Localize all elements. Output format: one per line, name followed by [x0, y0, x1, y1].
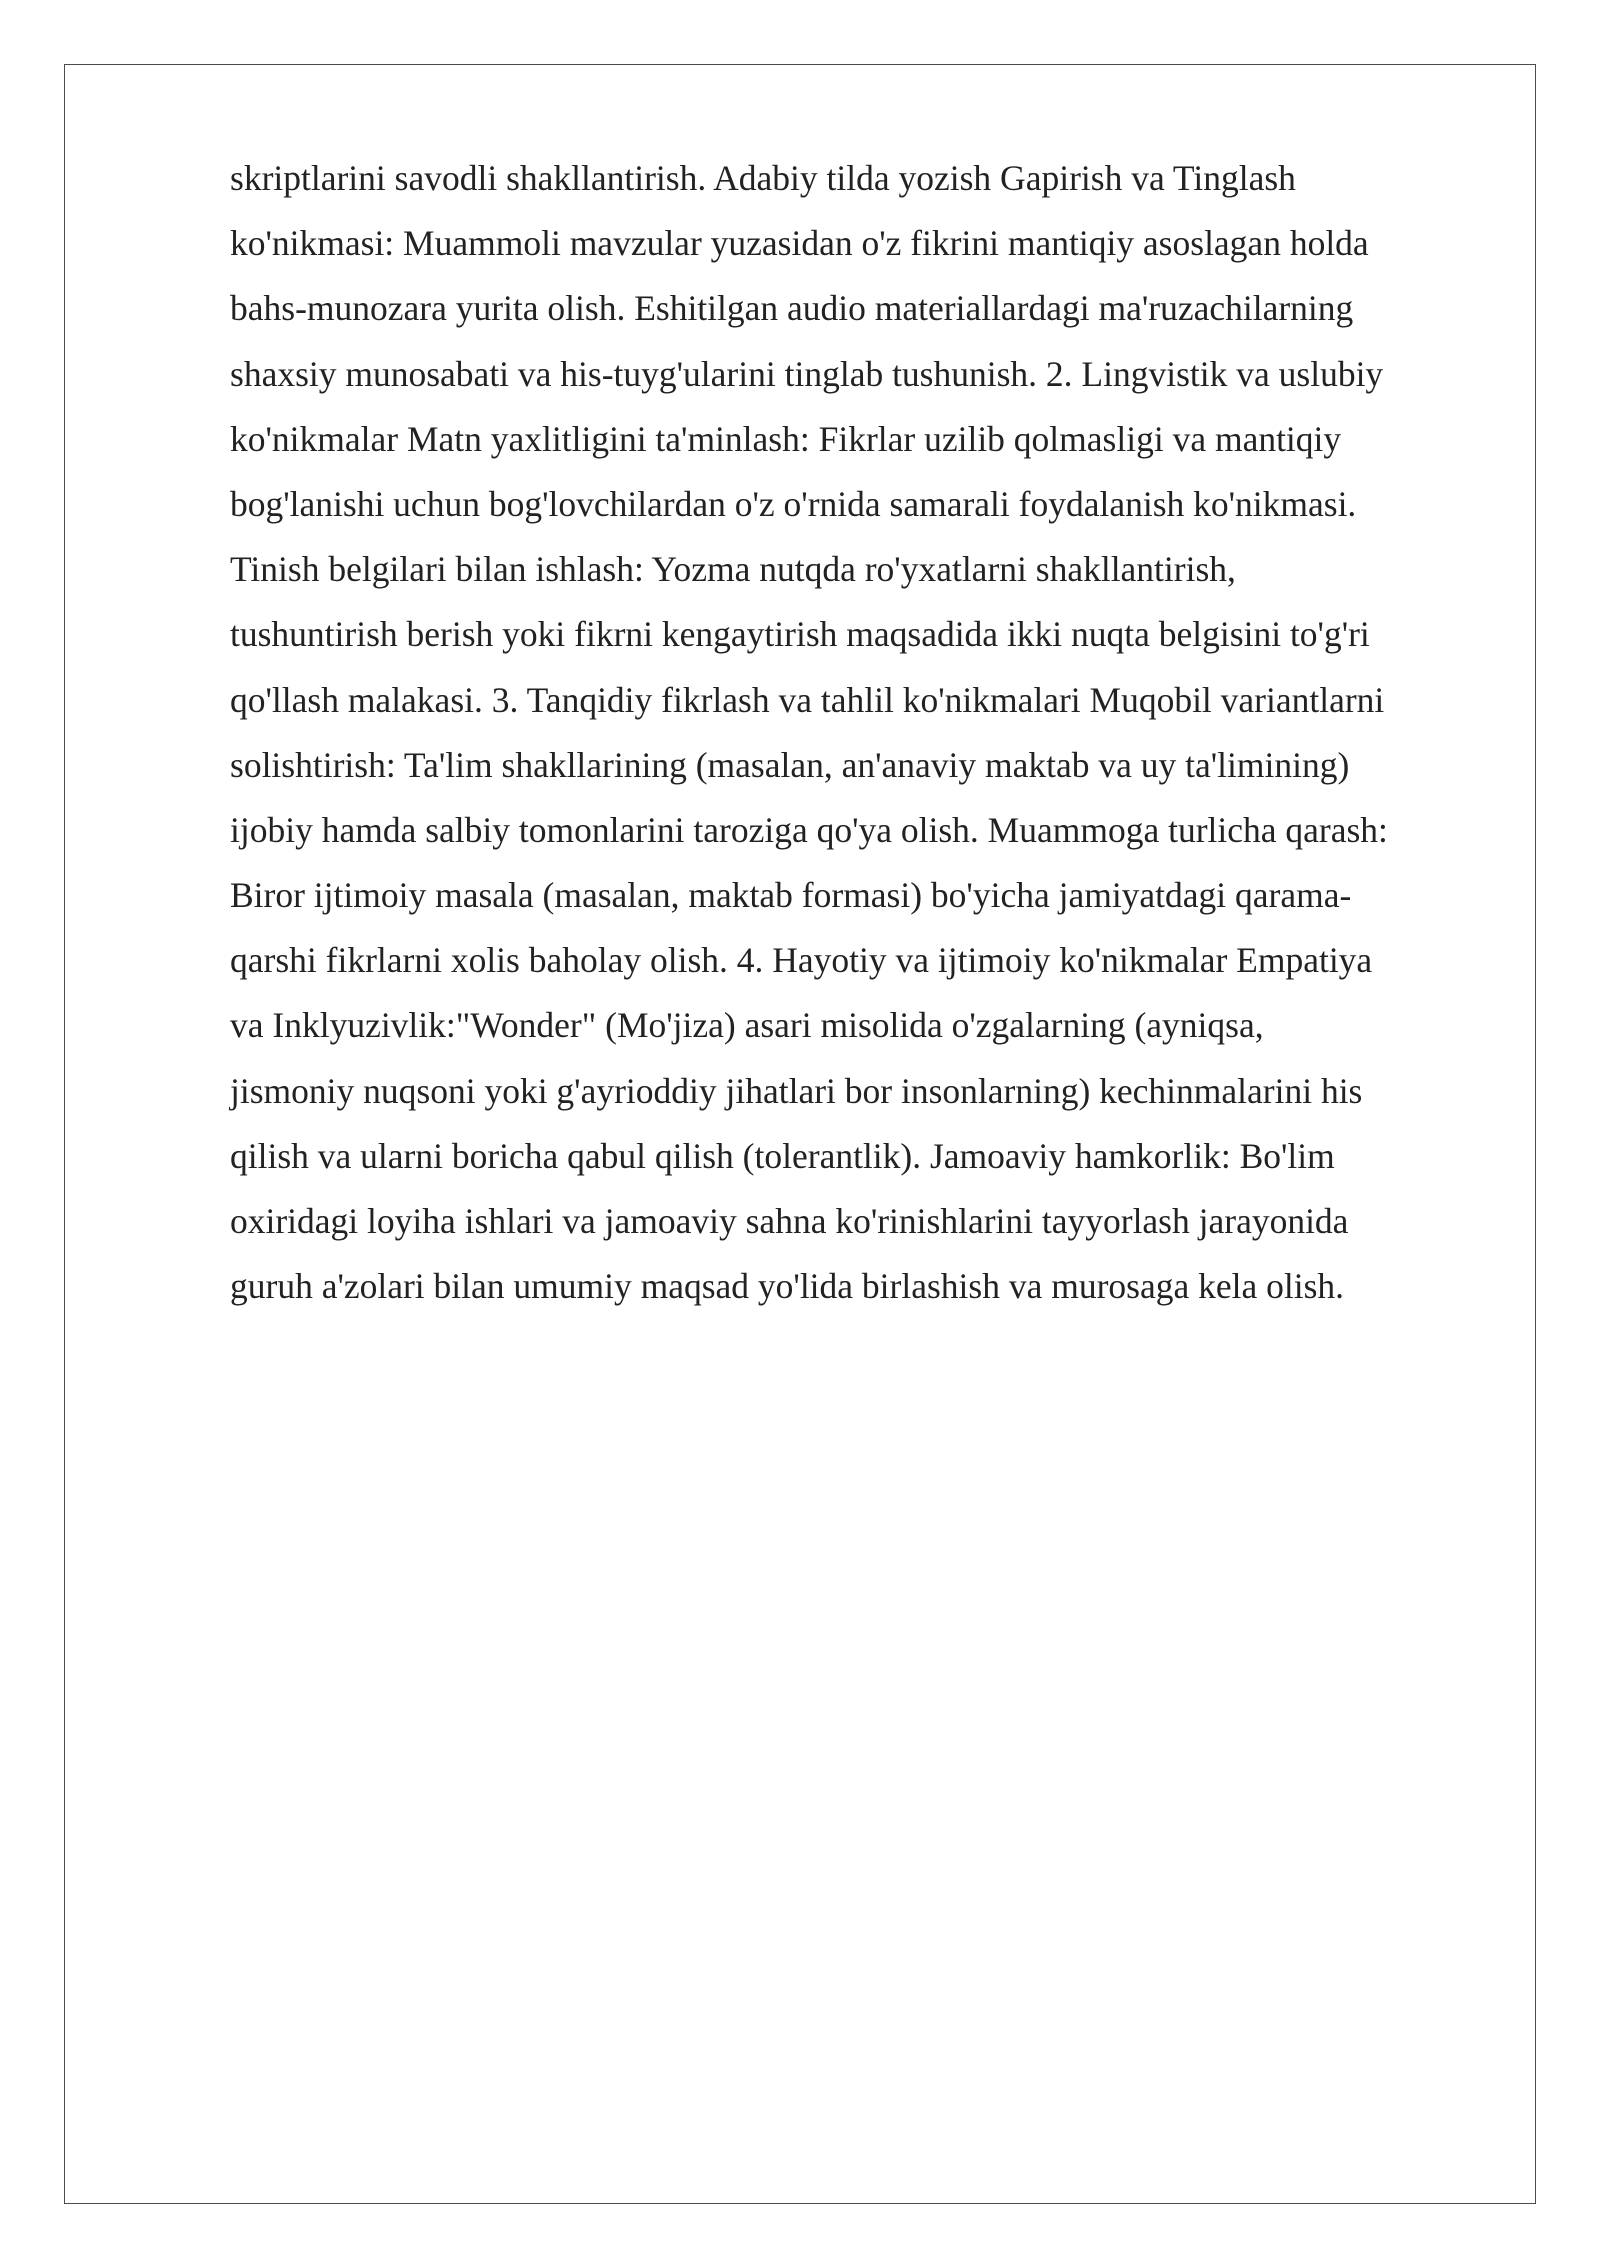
- body-paragraph: [230, 146, 1470, 1319]
- text-line: jismoniy nuqsoni yoki g'ayrioddiy jihatlari bor insonlarning) kechinmalarini his: [230, 1070, 1363, 1111]
- text-line: oxiridagi loyiha ishlari va jamoaviy sahna ko'rinishlarini tayyorlash jarayonida: [230, 1201, 1349, 1241]
- text-line: bog'lanishi uchun bog'lovchilardan o'z o'rnida samarali foydalanish ko'nikmasi.: [230, 483, 1357, 524]
- text-line: bahs-munozara yurita olish. Eshitilgan audio materiallardagi ma'ruzachilarning: [230, 288, 1354, 329]
- text-line: va Inklyuzivlik:"Wonder" (Mo'jiza) asari misolida o'zgalarning (ayniqsa,: [230, 1005, 1264, 1046]
- text-line: Biror ijtimoiy masala (masalan, maktab formasi) bo'yicha jamiyatdagi qarama-: [230, 875, 1352, 916]
- text-line: qo'llash malakasi. 3. Tanqidiy fikrlash va tahlil ko'nikmalari Muqobil variantlarni: [230, 679, 1385, 720]
- text-line: qarshi fikrlarni xolis baholay olish. 4. Hayotiy va ijtimoiy ko'nikmalar Empatiya: [230, 940, 1373, 981]
- text-line: tushuntirish berish yoki fikrni kengaytirish maqsadida ikki nuqta belgisini to'g'ri: [230, 614, 1370, 655]
- text-line: guruh a'zolari bilan umumiy maqsad yo'lida birlashish va murosaga kela olish.: [230, 1266, 1345, 1307]
- text-line: Tinish belgilari bilan ishlash: Yozma nutqda ro'yxatlarni shakllantirish,: [230, 549, 1236, 590]
- text-line: ko'nikmasi: Muammoli mavzular yuzasidan o'z fikrini mantiqiy asoslagan holda: [230, 223, 1369, 264]
- text-line: ijobiy hamda salbiy tomonlarini taroziga qo'ya olish. Muammoga turlicha qarash:: [230, 809, 1388, 850]
- text-line: qilish va ularni boricha qabul qilish (tolerantlik). Jamoaviy hamkorlik: Bo'lim: [230, 1135, 1335, 1176]
- text-line: solishtirish: Ta'lim shakllarining (masalan, an'anaviy maktab va uy ta'limining): [230, 744, 1350, 785]
- text-line: skriptlarini savodli shakllantirish. Adabiy tilda yozish Gapirish va Tinglash: [230, 158, 1296, 198]
- text-line: ko'nikmalar Matn yaxlitligini ta'minlash: Fikrlar uzilib qolmasligi va mantiqiy: [230, 418, 1342, 459]
- text-line: shaxsiy munosabati va his-tuyg'ularini tinglab tushunish. 2. Lingvistik va uslubiy: [230, 353, 1384, 394]
